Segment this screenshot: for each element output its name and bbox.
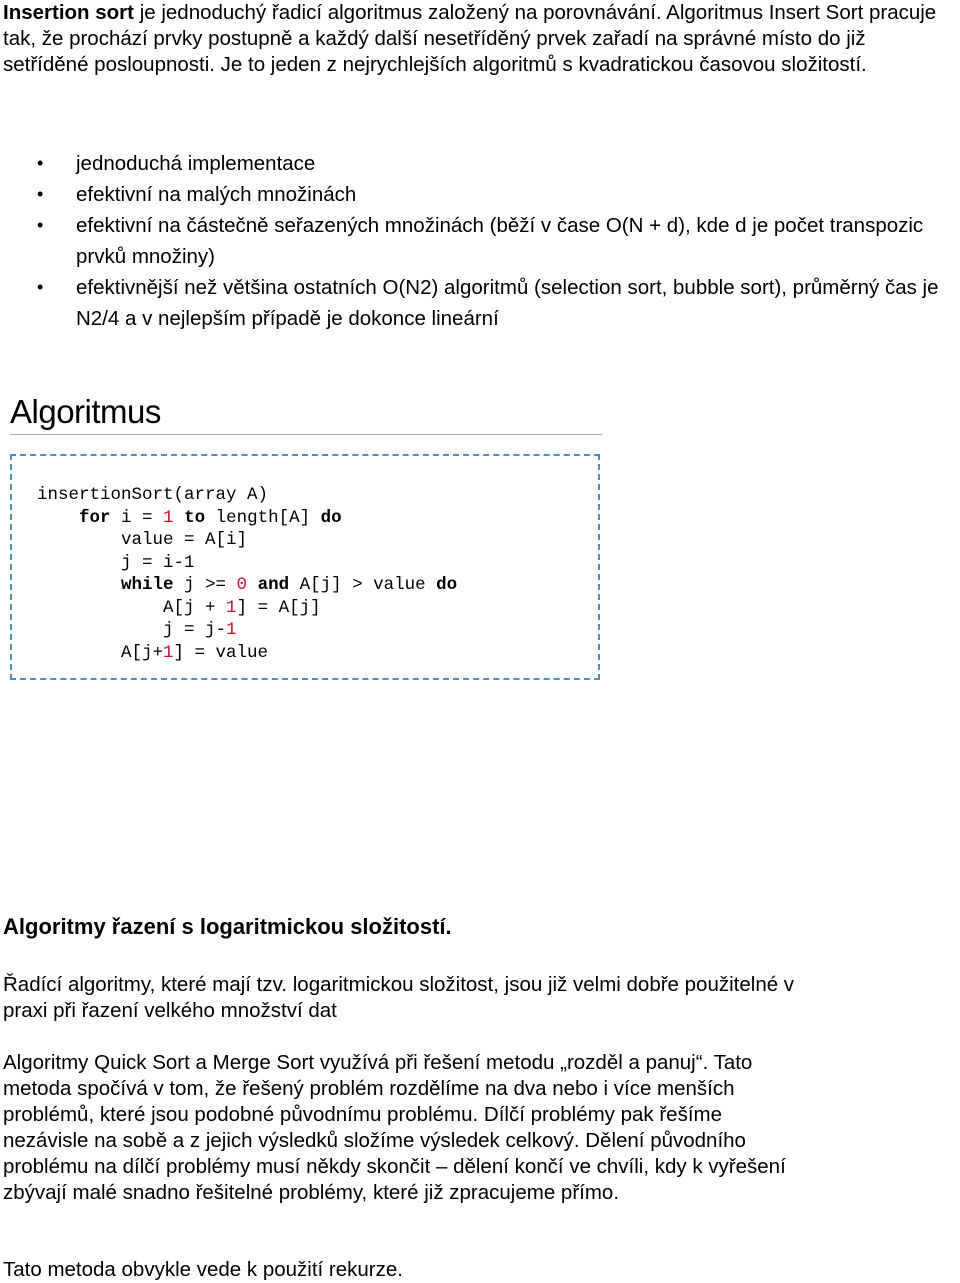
intro-bold-term: Insertion sort bbox=[3, 1, 134, 24]
feature-list bbox=[0, 148, 960, 334]
code-text: i = bbox=[110, 507, 164, 528]
code-text bbox=[174, 508, 185, 528]
code-keyword: and bbox=[257, 575, 290, 595]
code-block bbox=[10, 454, 600, 680]
code-text bbox=[247, 575, 258, 595]
pseudocode bbox=[37, 484, 457, 664]
code-text: ] = value bbox=[173, 642, 269, 663]
intro-paragraph bbox=[3, 0, 953, 78]
code-keyword: do bbox=[320, 507, 342, 528]
section-heading: Algoritmy řazení s logaritmickou složitostí. bbox=[3, 914, 452, 939]
code-number: 1 bbox=[226, 620, 237, 640]
code-number: 1 bbox=[163, 507, 174, 528]
code-text: A[j] > value bbox=[289, 575, 437, 595]
code-text: A[j + bbox=[163, 597, 227, 618]
list-item: • efektivní na malých množinách bbox=[0, 179, 960, 210]
code-text: ] = A[j] bbox=[236, 597, 321, 618]
list-item: • efektivnější než většina ostatních O(N2) algoritmů (selection sort, bubble sort), průměrný čas je N2/4 a v nejlepším případě je dokonce lineární bbox=[0, 272, 960, 334]
algorithm-heading: Algoritmus bbox=[10, 393, 161, 430]
code-keyword: do bbox=[436, 575, 458, 595]
code-keyword: while bbox=[121, 575, 174, 595]
code-keyword: for bbox=[79, 507, 111, 528]
code-text: j >= bbox=[173, 575, 237, 595]
heading-divider bbox=[10, 434, 602, 435]
intro-text: je jednoduchý řadicí algoritmus založený na porovnávání. Algoritmus Insert Sort pracuje tak, že prochází prvky postupně a každý další nesetříděný prvek zařadí na správné místo do již setříděné posloupnosti. Je to jeden z nejrychlejších algoritmů s kvadratickou časovou složitostí. bbox=[3, 1, 937, 76]
code-line-4: j = i-1 bbox=[121, 552, 195, 573]
code-text: j = j- bbox=[163, 620, 227, 640]
code-keyword: to bbox=[184, 507, 206, 528]
code-text: length[A] bbox=[205, 507, 321, 528]
code-number: 0 bbox=[236, 575, 248, 595]
paragraph: Algoritmy Quick Sort a Merge Sort využívá při řešení metodu „rozděl a panuj“. Tato metoda spočívá v tom, že řešený problém rozdělíme na dva nebo i více menších problémů, které jsou podobné původnímu problému. Dílčí problémy pak řešíme nezávisle na sobě a z jejich výsledků složíme výsledek celkový. Dělení původního problému na dílčí problémy musí někdy skončit – dělení končí ve chvíli, kdy k vyřešení zbývají malé snadno řešitelné problémy, které již zpracujeme přímo. bbox=[3, 1051, 786, 1204]
paragraph: Řadící algoritmy, které mají tzv. logaritmickou složitost, jsou již velmi dobře použitelné v praxi při řazení velkého množství dat bbox=[3, 973, 795, 1022]
code-text: A[j+ bbox=[121, 642, 164, 663]
code-number: 1 bbox=[226, 597, 237, 618]
code-number: 1 bbox=[163, 642, 174, 663]
list-item: • efektivní na částečně seřazených množinách (běží v čase O(N + d), kde d je počet transpozic prvků množiny) bbox=[0, 210, 960, 272]
code-line-1: insertionSort(array A) bbox=[37, 485, 269, 505]
code-line-3: value = A[i] bbox=[121, 530, 248, 550]
paragraph: Tato metoda obvykle vede k použití rekurze. bbox=[3, 1258, 403, 1281]
list-item: • jednoduchá implementace bbox=[0, 148, 960, 179]
